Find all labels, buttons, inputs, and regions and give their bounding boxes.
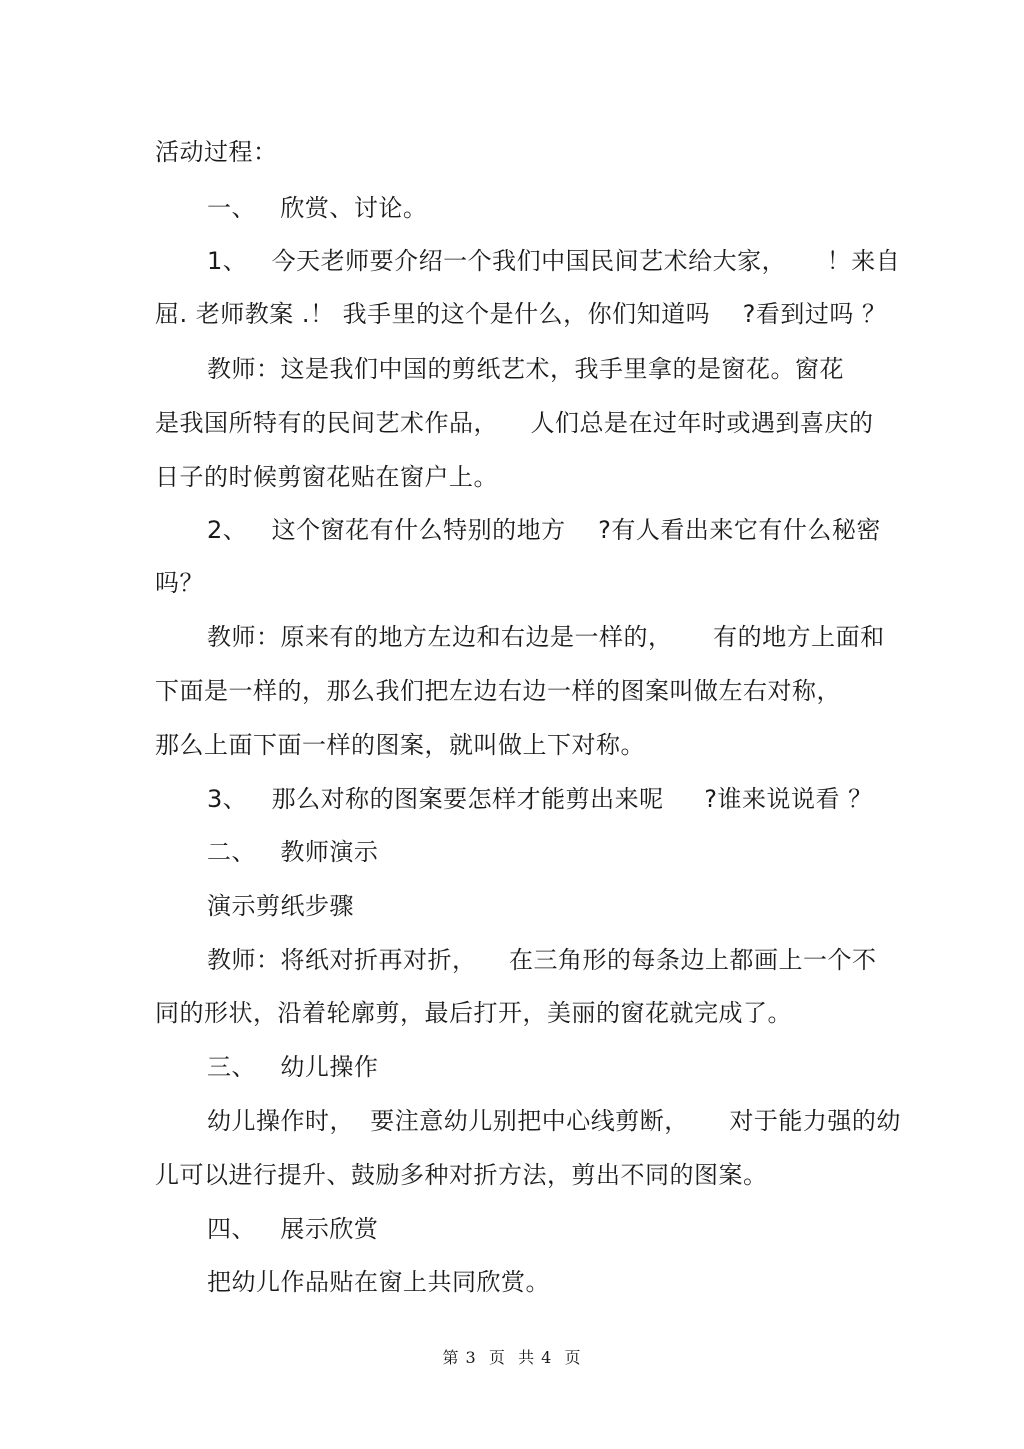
paragraph-line: 屈. 老师教案 .！ 我手里的这个是什么，你们知道吗 ?看到过吗 ？ bbox=[155, 300, 887, 328]
section-heading-child-operation: 三、 幼儿操作 bbox=[207, 1053, 379, 1081]
paragraph-line: 3、 那么对称的图案要怎样才能剪出来呢 ?谁来说说看 ？ bbox=[207, 785, 873, 813]
section-heading-teacher-demo: 二、 教师演示 bbox=[207, 838, 379, 866]
paragraph-line: 把幼儿作品贴在窗上共同欣赏。 bbox=[207, 1268, 550, 1296]
section-heading-display-appreciate: 四、 展示欣赏 bbox=[207, 1215, 379, 1243]
paragraph-line: 教师：将纸对折再对折， 在三角形的每条边上都画上一个不 bbox=[207, 946, 877, 974]
paragraph-line: 教师：这是我们中国的剪纸艺术，我手里拿的是窗花。窗花 bbox=[207, 355, 844, 383]
paragraph-line: 幼儿操作时， 要注意幼儿别把中心线剪断， 对于能力强的幼 bbox=[207, 1107, 901, 1135]
paragraph-line: 1、 今天老师要介绍一个我们中国民间艺术给大家， ！来自 bbox=[207, 247, 901, 275]
paragraph-line: 教师：原来有的地方左边和右边是一样的， 有的地方上面和 bbox=[207, 623, 885, 651]
paragraph-line: 演示剪纸步骤 bbox=[207, 892, 354, 920]
paragraph-line: 日子的时候剪窗花贴在窗户上。 bbox=[155, 463, 498, 491]
paragraph-line: 吗？ bbox=[155, 569, 204, 597]
section-heading-activity-process: 活动过程： bbox=[155, 138, 278, 166]
paragraph-line: 2、 这个窗花有什么特别的地方 ?有人看出来它有什么秘密 bbox=[207, 516, 881, 544]
paragraph-line: 那么上面下面一样的图案，就叫做上下对称。 bbox=[155, 731, 645, 759]
page-number-footer: 第 3 页 共 4 页 bbox=[442, 1348, 582, 1367]
paragraph-line: 儿可以进行提升、鼓励多种对折方法，剪出不同的图案。 bbox=[155, 1161, 768, 1189]
paragraph-line: 同的形状，沿着轮廓剪，最后打开，美丽的窗花就完成了。 bbox=[155, 999, 792, 1027]
paragraph-line: 下面是一样的，那么我们把左边右边一样的图案叫做左右对称， bbox=[155, 677, 841, 705]
section-heading-appreciate-discuss: 一、 欣赏、讨论。 bbox=[207, 194, 428, 222]
paragraph-line: 是我国所特有的民间艺术作品， 人们总是在过年时或遇到喜庆的 bbox=[155, 409, 874, 437]
